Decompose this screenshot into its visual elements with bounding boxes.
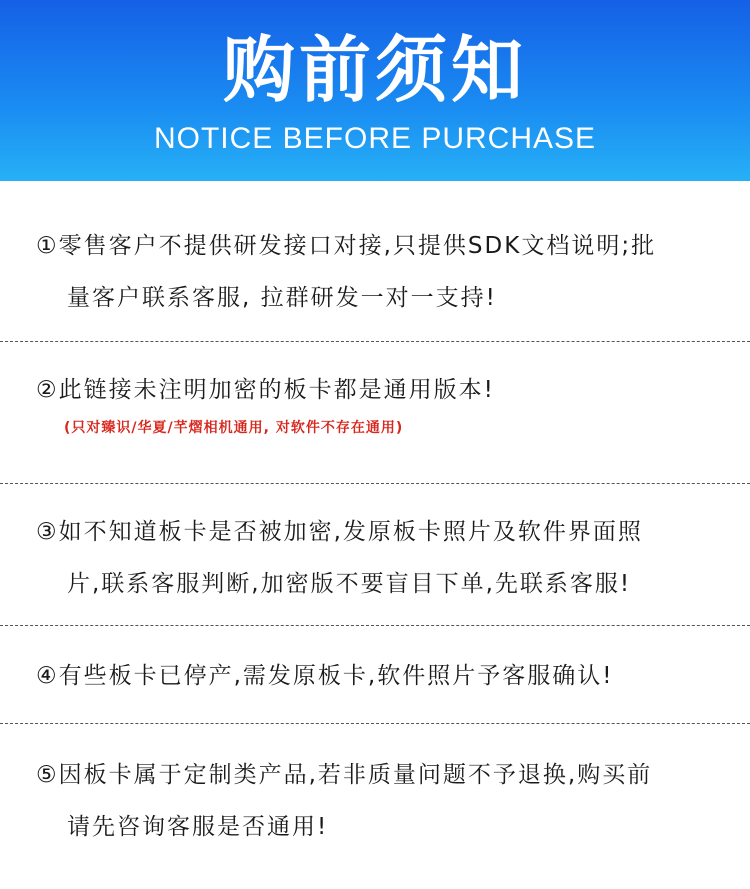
notice-item-4 (36, 650, 726, 702)
notice-item-5-line-2: 请先咨询客服是否通用! (67, 814, 329, 840)
dashed-divider (0, 341, 750, 342)
header-banner (0, 0, 750, 181)
notice-item-3-line-1: ③如不知道板卡是否被加密,发原板卡照片及软件界面照 (36, 519, 643, 545)
notice-item-2-note: (只对臻识/华夏/芊熠相机通用, 对软件不存在通用) (64, 420, 404, 436)
notice-item-1 (36, 220, 726, 324)
notice-item-5 (36, 749, 726, 853)
dashed-divider (0, 723, 750, 724)
notice-item-1-line-1: ①零售客户不提供研发接口对接,只提供SDK文档说明;批 (36, 233, 657, 259)
dashed-divider (0, 625, 750, 626)
page-title: 购前须知 (222, 28, 527, 112)
dashed-divider (0, 483, 750, 484)
notice-item-5-line-1: ⑤因板卡属于定制类产品,若非质量问题不予退换,购买前 (36, 762, 653, 788)
notice-item-2 (36, 364, 726, 440)
notice-item-3 (36, 506, 726, 610)
page-subtitle: NOTICE BEFORE PURCHASE (153, 122, 597, 155)
notice-item-4-line-1: ④有些板卡已停产,需发原板卡,软件照片予客服确认! (36, 663, 614, 689)
notice-item-3-line-2: 片,联系客服判断,加密版不要盲目下单,先联系客服! (67, 571, 632, 597)
notice-item-2-line-1: ②此链接未注明加密的板卡都是通用版本! (36, 377, 495, 403)
notice-item-1-line-2: 量客户联系客服, 拉群研发一对一支持! (67, 285, 497, 311)
